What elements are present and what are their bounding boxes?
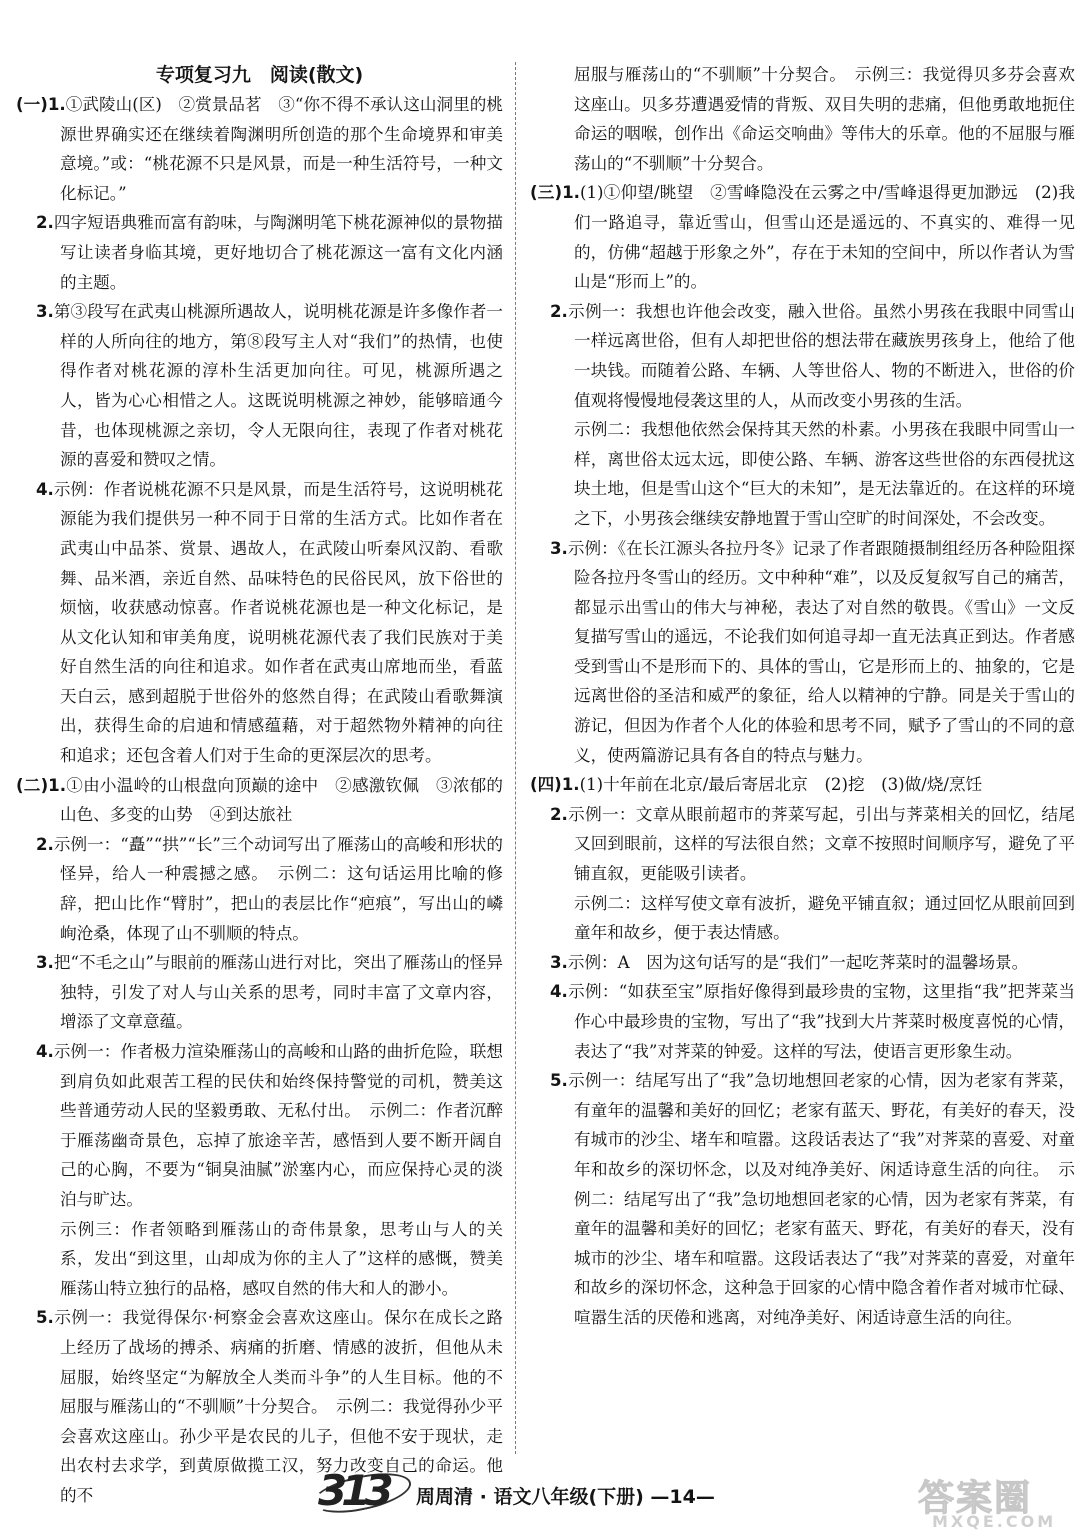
watermark-text: 答案圈 bbox=[918, 1478, 1033, 1519]
answer-text: 示例：A 因为这句话写的是“我们”一起吃荠菜时的温馨场景。 bbox=[567, 952, 1029, 972]
section-title: 专项复习九 阅读(散文) bbox=[155, 64, 364, 86]
question-number: (四)1. bbox=[530, 775, 580, 795]
answer-item bbox=[530, 977, 1075, 1066]
question-number: 5. bbox=[36, 1308, 54, 1328]
answer-text: 示例一：结尾写出了“我”急切地想回老家的心情，因为老家有荠菜，有童年的温馨和美好的回忆；老家有蓝天、野花，有美好的春天，没有城市的沙尘、堵车和喧嚣。这段话表达了“我”对荠菜的喜爱、对童年和故乡的深切怀念，以及对纯净美好、闲适诗意生活的向往。 示例二：结尾写出了“我”急切地想回老家的心情，因为老家有荠菜，有童年的温馨和美好的回忆；老家有蓝天、野花，有美好的春天，没有城市的沙尘、堵车和喧嚣。这段话表达了“我”对荠菜的喜爱，对童年和故乡的深切怀念，这种急于回家的心情中隐含着作者对城市忙碌、喧嚣生活的厌倦和逃离，对纯净美好、闲适诗意生活的向往。 bbox=[567, 1071, 1075, 1327]
answer-text: 示例一：“矗”“拱”“长”三个动词写出了雁荡山的高峻和形状的怪异，给人一种震撼之感。 示例二：这句话运用比喻的修辞，把山比作“臂肘”，把山的表层比作“疤痕”，写出山的嶙峋沧桑，体现了山不驯顺的特点。 bbox=[53, 834, 504, 943]
question-number: 2. bbox=[550, 301, 568, 321]
answer-item bbox=[530, 415, 1075, 533]
answer-text: (1)十年前在北京/最后寄居北京 (2)挖 (3)做/烧/烹饪 bbox=[579, 775, 983, 795]
footer-page-label: 周周清 · 语文八年级(下册) —14— bbox=[416, 1486, 715, 1508]
answer-text: 示例二：这样写使文章有波折，避免平铺直叙；通过回忆从眼前回到童年和故乡，便于表达情感。 bbox=[574, 893, 1075, 943]
question-number: 3. bbox=[36, 302, 54, 322]
answer-item bbox=[16, 830, 503, 948]
answer-text: ①武陵山(区) ②赏景品茗 ③“你不得不承认这山洞里的桃源世界确实还在继续着陶渊明所创造的那个生命境界和审美意境。”或：“桃花源不只是风景，而是一种生活符号，一种文化标记。” bbox=[60, 95, 503, 203]
question-number: 2. bbox=[550, 804, 568, 824]
question-number: 4. bbox=[36, 479, 54, 499]
answer-item bbox=[16, 1215, 503, 1304]
answer-item bbox=[530, 297, 1075, 415]
answer-item bbox=[530, 534, 1075, 771]
answer-text: 把“不毛之山”与眼前的雁荡山进行对比，突出了雁荡山的怪异独特，引发了对人与山关系的思考，同时丰富了文章内容，增添了文章意蕴。 bbox=[53, 953, 503, 1032]
question-number: 2. bbox=[36, 834, 54, 854]
answer-text: ①由小温岭的山根盘向顶巅的途中 ②感激钦佩 ③浓郁的山色、多变的山势 ④到达旅社 bbox=[60, 775, 503, 825]
answer-item bbox=[530, 770, 1075, 800]
answer-text: 示例：《在长江源头各拉丹冬》记录了作者跟随摄制组经历各种险阻探险各拉丹冬雪山的经历。文中种种“难”，以及反复叙写自己的痛苦，都显示出雪山的伟大与神秘，表达了对自然的敬畏。《雪山》一文反复描写雪山的遥远，不论我们如何追寻却一直无法真正到达。作者感受到雪山不是形而下的、具体的雪山，它是形而上的、抽象的，它是远离世俗的圣洁和威严的象征，给人以精神的宁静。同是关于雪山的游记，但因为作者个人化的体验和思考不同，赋予了雪山的不同的意义，使两篇游记具有各自的特点与魅力。 bbox=[567, 538, 1075, 765]
brand-logo: 313 bbox=[318, 1466, 388, 1515]
answer-item bbox=[530, 60, 1075, 178]
answer-text: (1)①仰望/眺望 ②雪峰隐没在云雾之中/雪峰退得更加渺远 (2)我们一路追寻，靠近雪山，但雪山还是遥远的、不真实的、难得一见的，仿佛“超越于形象之外”，存在于未知的空间中，所以作者认为雪山是“形而上”的。 bbox=[574, 183, 1075, 292]
answer-text: 示例一：我想也许他会改变，融入世俗。虽然小男孩在我眼中同雪山一样远离世俗，但有人却把世俗的想法带在藏族男孩身上，他给了他一块钱。而随着公路、车辆、人等世俗人、物的不断进入，世俗的价值观将慢慢地侵袭这里的人，从而改变小男孩的生活。 bbox=[567, 301, 1075, 410]
question-number: 2. bbox=[36, 213, 54, 233]
watermark bbox=[918, 1470, 1068, 1532]
question-number: 4. bbox=[550, 982, 568, 1002]
answer-item bbox=[16, 1037, 503, 1215]
answer-item bbox=[530, 1066, 1075, 1332]
question-number: 4. bbox=[36, 1042, 54, 1061]
answer-item bbox=[530, 800, 1075, 889]
question-number: 3. bbox=[36, 953, 54, 973]
question-number: (二)1. bbox=[16, 775, 67, 795]
answer-item bbox=[16, 771, 503, 830]
answer-item bbox=[530, 178, 1075, 296]
question-number: (三)1. bbox=[530, 183, 580, 203]
answer-text: 屈服与雁荡山的“不驯顺”十分契合。 示例三：我觉得贝多芬会喜欢这座山。贝多芬遭遇爱情的背叛、双目失明的悲痛，但他勇敢地扼住命运的咽喉，创作出《命运交响曲》等伟大的乐章。他的不屈服与雁荡山的“不驯顺”十分契合。 bbox=[574, 65, 1075, 173]
answer-text: 示例：作者说桃花源不只是风景，而是生活符号，这说明桃花源能为我们提供另一种不同于日常的生活方式。比如作者在武夷山中品茶、赏景、遇故人，在武陵山听秦风汉韵、看歌舞、品米酒，亲近自然、品味特色的民俗民风，放下俗世的烦恼，收获感动惊喜。作者说桃花源也是一种文化标记，是从文化认知和审美角度，说明桃花源代表了我们民族对于美好自然生活的向往和追求。如作者在武夷山席地而坐，看蓝天白云，感到超脱于世俗外的悠然自得；在武陵山看歌舞演出，获得生命的启迪和情感蕴藉，对于超然物外精神的向往和追求；还包含着人们对于生命的更深层次的思考。 bbox=[53, 479, 503, 766]
answer-item bbox=[16, 948, 503, 1037]
answer-item bbox=[530, 889, 1075, 948]
column-divider bbox=[515, 62, 516, 1454]
answer-text: 示例二：我想他依然会保持其天然的朴素。小男孩在我眼中同雪山一样，离世俗太远太远，即使公路、车辆、游客这些世俗的东西侵扰这块土地，但是雪山这个“巨大的未知”，是无法靠近的。在这样的环境之下，小男孩会继续安静地置于雪山空旷的时间深处，不会改变。 bbox=[574, 420, 1075, 528]
left-column bbox=[16, 90, 503, 1511]
answer-text: 第③段写在武夷山桃源所遇故人，说明桃花源是许多像作者一样的人所向往的地方，第⑧段写主人对“我们”的热情，也使得作者对桃花源的淳朴生活更加向往。可见，桃源所遇之人，皆为心心相惜之人。这既说明桃源之神妙，能够暗通今昔，也体现桃源之亲切，令人无限向往，表现了作者对桃花源的喜爱和赞叹之情。 bbox=[53, 302, 503, 470]
answer-text: 示例一：作者极力渲染雁荡山的高峻和山路的曲折危险，联想到肩负如此艰苦工程的民伕和始终保持警觉的司机，赞美这些普通劳动人民的坚毅勇敢、无私付出。 示例二：作者沉醉于雁荡幽奇景色，忘掉了旅途辛苦，感悟到人要不断开阔自己的心胸，不要为“铜臭油腻”淤塞内心，而应保持心灵的淡泊与旷达。 bbox=[53, 1042, 503, 1209]
question-number: (一)1. bbox=[16, 95, 66, 114]
question-number: 3. bbox=[550, 952, 568, 972]
answer-item bbox=[16, 90, 503, 208]
page-footer bbox=[318, 1466, 738, 1526]
right-column bbox=[530, 60, 1075, 1333]
answer-item bbox=[16, 475, 503, 771]
answer-item bbox=[530, 948, 1075, 978]
answer-text: 示例一：我觉得保尔·柯察金会喜欢这座山。保尔在成长之路上经历了战场的搏杀、病痛的折磨、情感的波折，但他从未屈服，始终坚定“为解放全人类而斗争”的人生目标。他的不屈服与雁荡山的“不驯顺”十分契合。 示例二：我觉得孙少平会喜欢这座山。孙少平是农民的儿子，但他不安于现状，走出农村去求学，到黄原做揽工汉，努力改变自己的命运。他的不 bbox=[53, 1308, 503, 1505]
answer-item bbox=[16, 297, 503, 475]
answer-item bbox=[16, 208, 503, 297]
question-number: 5. bbox=[550, 1071, 568, 1091]
answer-text: 示例一：文章从眼前超市的荠菜写起，引出与荠菜相关的回忆，结尾又回到眼前，这样的写法很自然；文章不按照时间顺序写，避免了平铺直叙，更能吸引读者。 bbox=[567, 804, 1075, 884]
watermark-url: MXQE.COM bbox=[932, 1512, 1057, 1531]
question-number: 3. bbox=[550, 538, 568, 558]
answer-text: 四字短语典雅而富有韵味，与陶渊明笔下桃花源神似的景物描写让读者身临其境，更好地切合了桃花源这一富有文化内涵的主题。 bbox=[53, 213, 503, 292]
answer-text: 示例三：作者领略到雁荡山的奇伟景象，思考山与人的关系，发出“到这里，山却成为你的主人了”这样的感慨，赞美雁荡山特立独行的品格，感叹自然的伟大和人的渺小。 bbox=[60, 1219, 503, 1298]
answer-text: 示例：“如获至宝”原指好像得到最珍贵的宝物，这里指“我”把荠菜当作心中最珍贵的宝物，写出了“我”找到大片荠菜时极度喜悦的心情，表达了“我”对荠菜的钟爱。这样的写法，使语言更形象生动。 bbox=[567, 982, 1075, 1061]
